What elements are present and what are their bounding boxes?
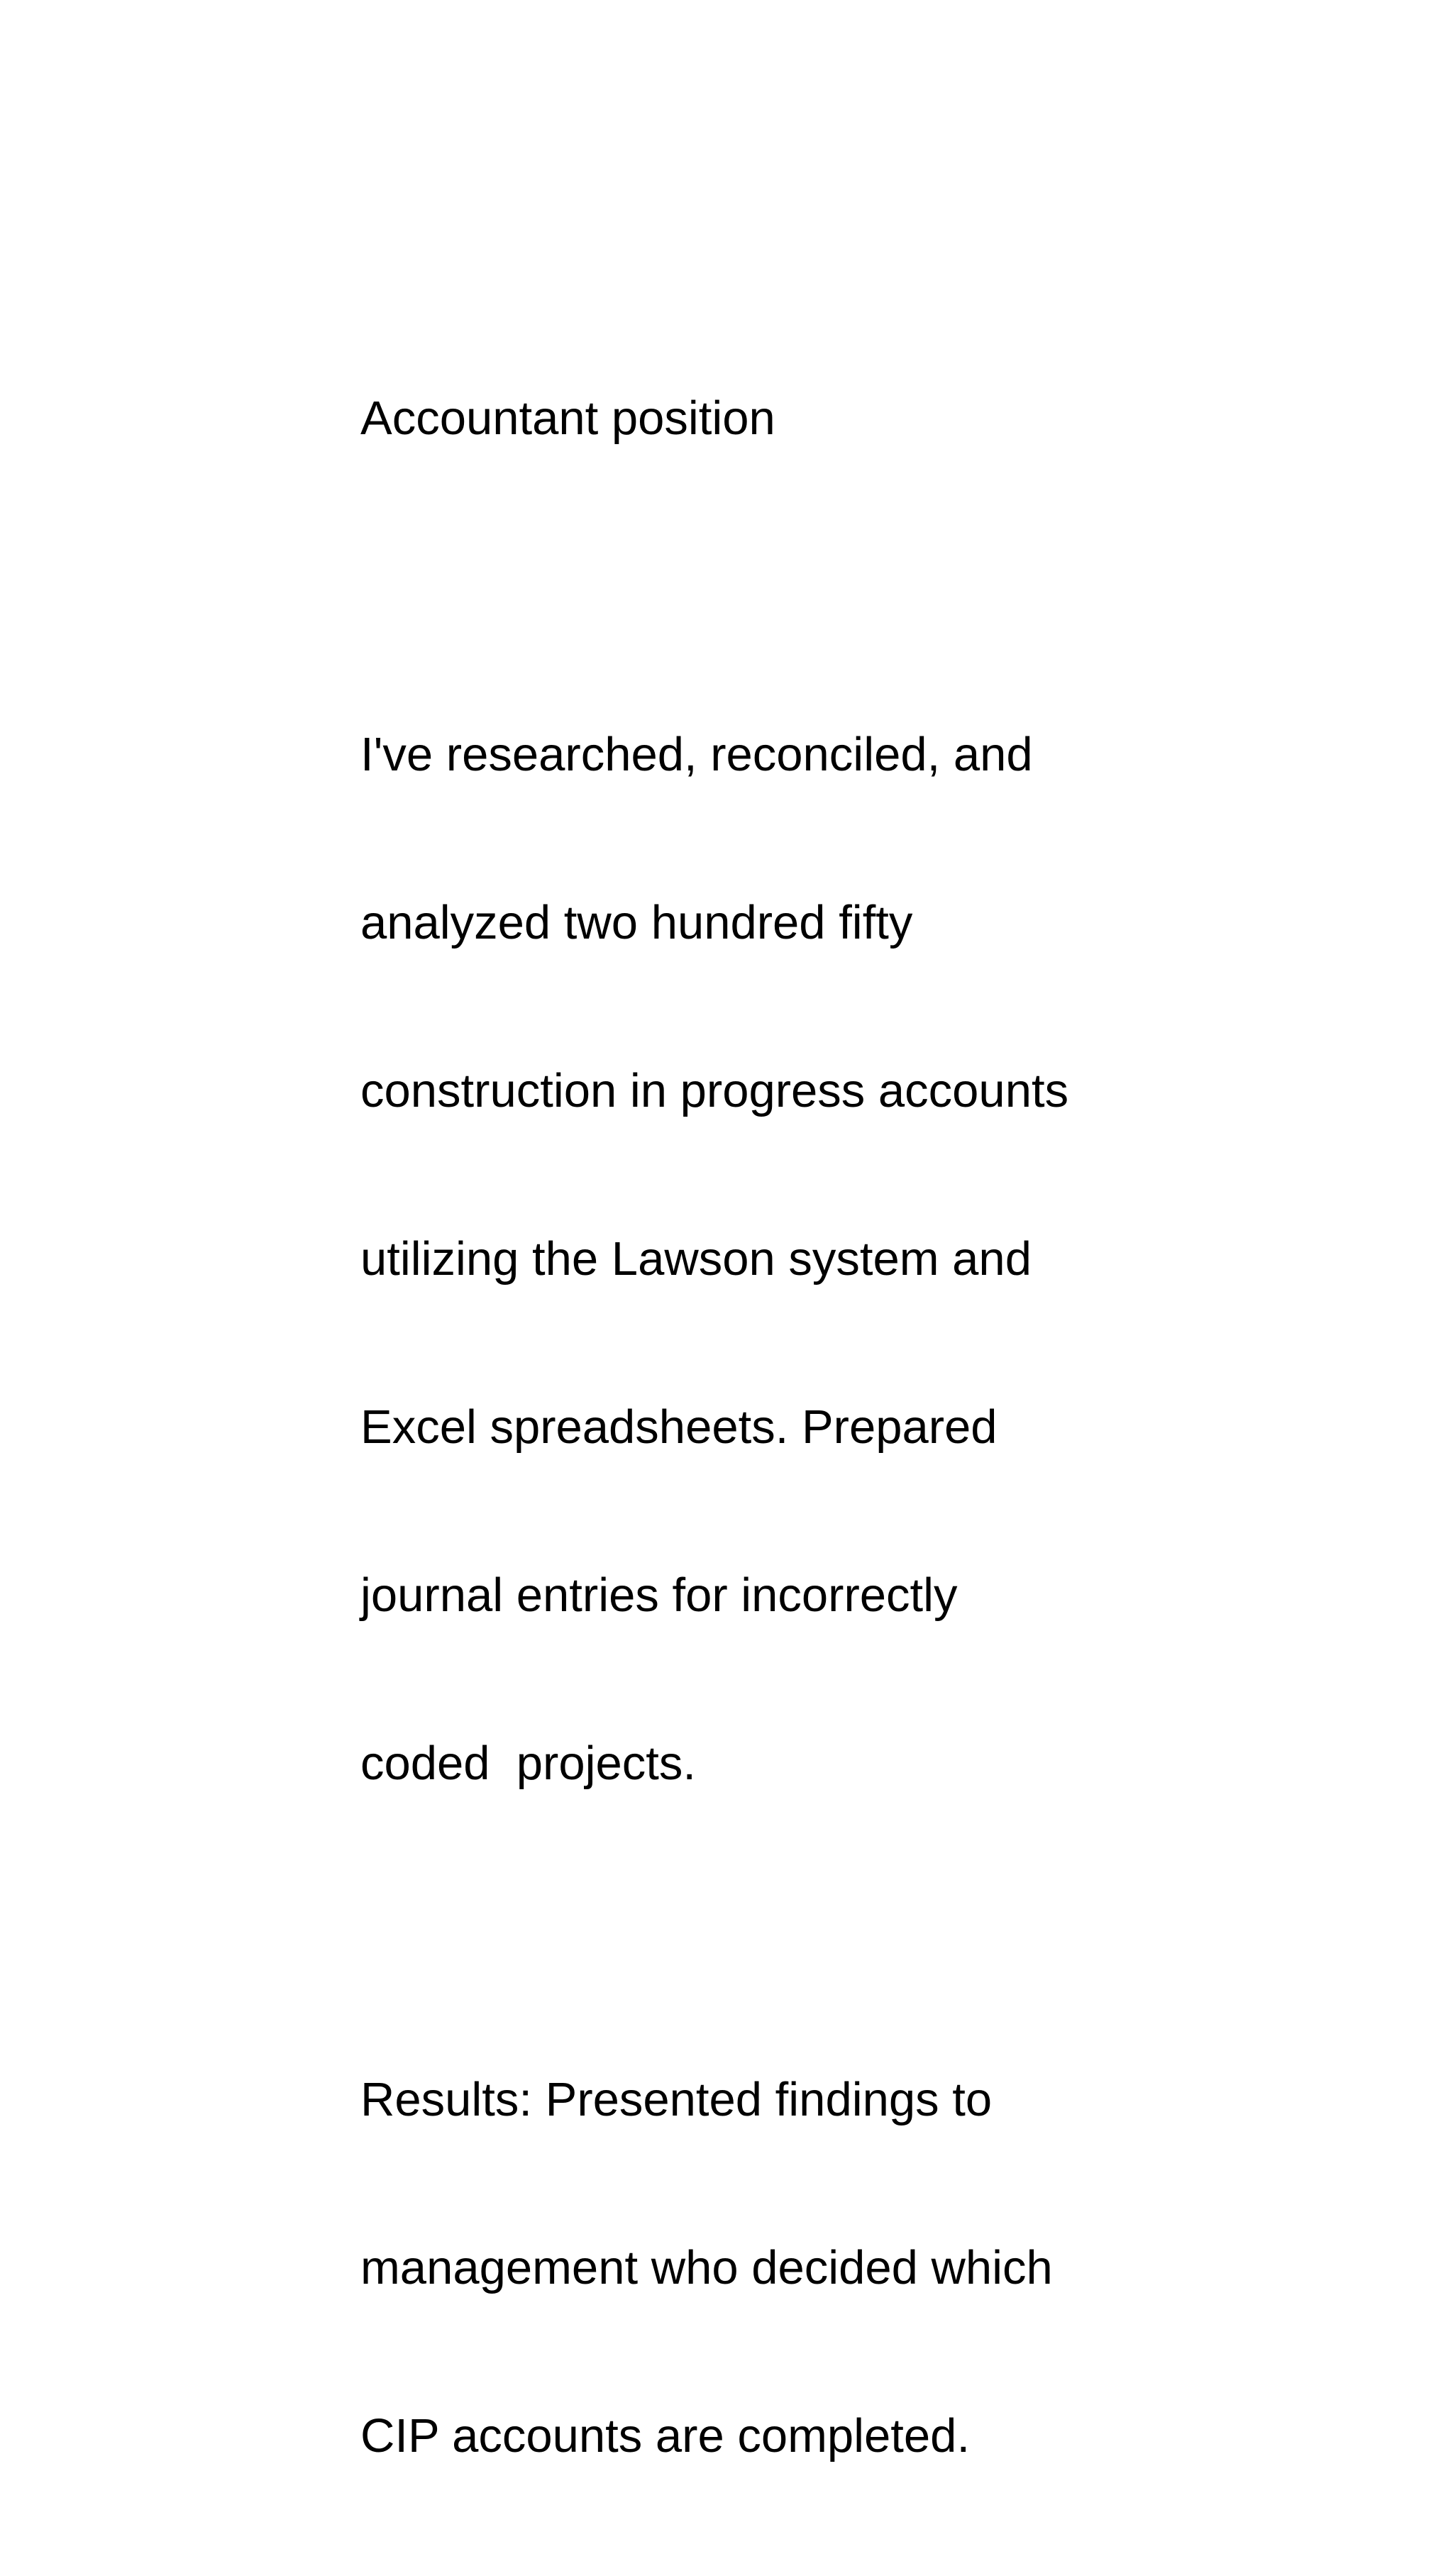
body-line: I've researched, reconciled, and — [360, 728, 1033, 781]
text-block — [360, 278, 1155, 2576]
heading: Accountant position — [360, 392, 775, 445]
body-line: journal entries for incorrectly — [360, 1569, 958, 1622]
results-line: management who decided which — [360, 2241, 1053, 2294]
body-line: coded projects. — [360, 1737, 696, 1790]
body-line: analyzed two hundred fifty — [360, 896, 913, 949]
paragraph-spacer — [360, 558, 1155, 614]
body-line: utilizing the Lawson system and — [360, 1232, 1032, 1286]
paragraph-spacer — [360, 1903, 1155, 1959]
body-line: construction in progress accounts — [360, 1064, 1069, 1117]
results-line: CIP accounts are completed. — [360, 2409, 971, 2462]
body-line: Excel spreadsheets. Prepared — [360, 1400, 998, 1454]
results-line: Results: Presented findings to — [360, 2073, 993, 2126]
